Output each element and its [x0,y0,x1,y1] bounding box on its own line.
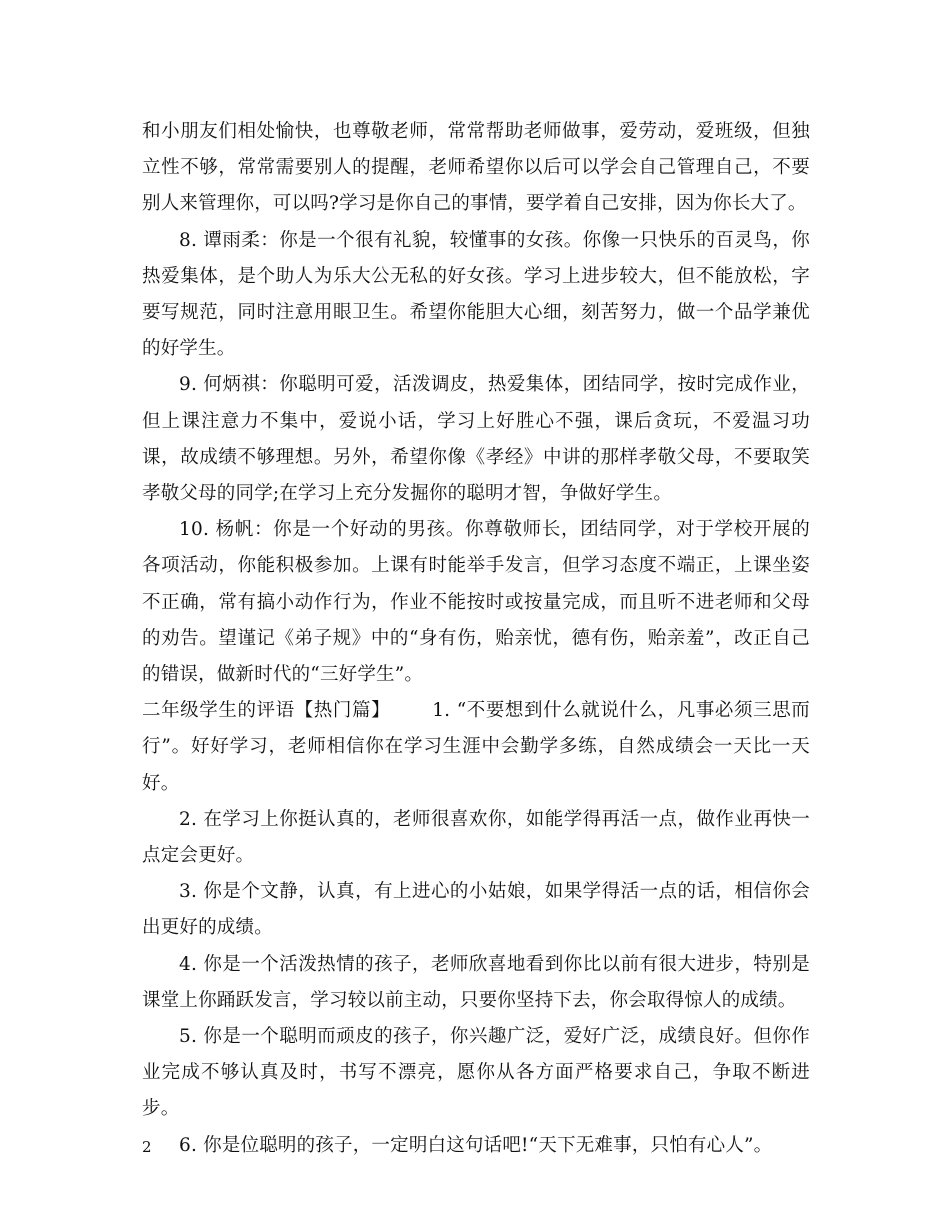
paragraph-comment-9: 9. 何炳祺：你聪明可爱，活泼调皮，热爱集体，团结同学，按时完成作业，但上课注意力不集中，爱说小话，学习上好胜心不强，课后贪玩，不爱温习功课，故成绩不够理想。另外，希望你像《孝经》中讲的那样孝敬父母，不要取笑孝敬父母的同学;在学习上充分发掘你的聪明才智，争做好学生。 [142,374,810,505]
section-item-4: 4. 你是一个活泼热情的孩子，老师欣喜地看到你比以前有很大进步，特别是课堂上你踊跃发言，学习较以前主动，只要你坚持下去，你会取得惊人的成绩。 [142,953,810,1011]
paragraph-comment-8: 8. 谭雨柔：你是一个很有礼貌，较懂事的女孩。你像一只快乐的百灵鸟，你热爱集体，是个助人为乐大公无私的好女孩。学习上进步较大，但不能放松，字要写规范，同时注意用眼卫生。希望你能胆大心细，刻苦努力，做一个品学兼优的好学生。 [142,229,810,360]
section-paragraph [142,693,810,802]
paragraph-comment-10: 10. 杨帆：你是一个好动的男孩。你尊敬师长，团结同学，对于学校开展的各项活动，你能积极参加。上课有时能举手发言，但学习态度不端正，上课坐姿不正确，常有搞小动作行为，作业不能按时或按量完成，而且听不进老师和父母的劝告。望谨记《弟子规》中的“身有伤，贻亲忧，德有伤，贻亲羞”，改正自己的错误，做新时代的“三好学生”。 [142,519,810,686]
section-item-6: 6. 你是位聪明的孩子，一定明白这句话吧!“天下无难事，只怕有心人”。 [179,1134,773,1156]
section-item-3: 3. 你是个文静，认真，有上进心的小姑娘，如果学得活一点的话，相信你会出更好的成绩。 [142,881,810,939]
section-item-2: 2. 在学习上你挺认真的，老师很喜欢你，如能学得再活一点，做作业再快一点定会更好。 [142,808,810,867]
paragraph-continuation: 和小朋友们相处愉快，也尊敬老师，常常帮助老师做事，爱劳动，爱班级，但独立性不够，常常需要别人的提醒，老师希望你以后可以学会自己管理自己，不要别人来管理你，可以吗?学习是你自己的事情，要学着自己安排，因为你长大了。 [142,121,810,215]
section-heading: 二年级学生的评语【热门篇】 [142,700,391,722]
section-item-5: 5. 你是一个聪明而顽皮的孩子，你兴趣广泛，爱好广泛，成绩良好。但你作业完成不够认真及时，书写不漂亮，愿你从各方面严格要求自己，争取不断进步。 [142,1026,810,1120]
document-body [142,114,810,1164]
page-number: 2 [142,1138,152,1156]
section-item-1: 1. “不要想到什么就说什么，凡事必须三思而行”。好好学习，老师相信你在学习生涯中会勤学多练，自然成绩会一天比一天好。 [142,700,810,794]
